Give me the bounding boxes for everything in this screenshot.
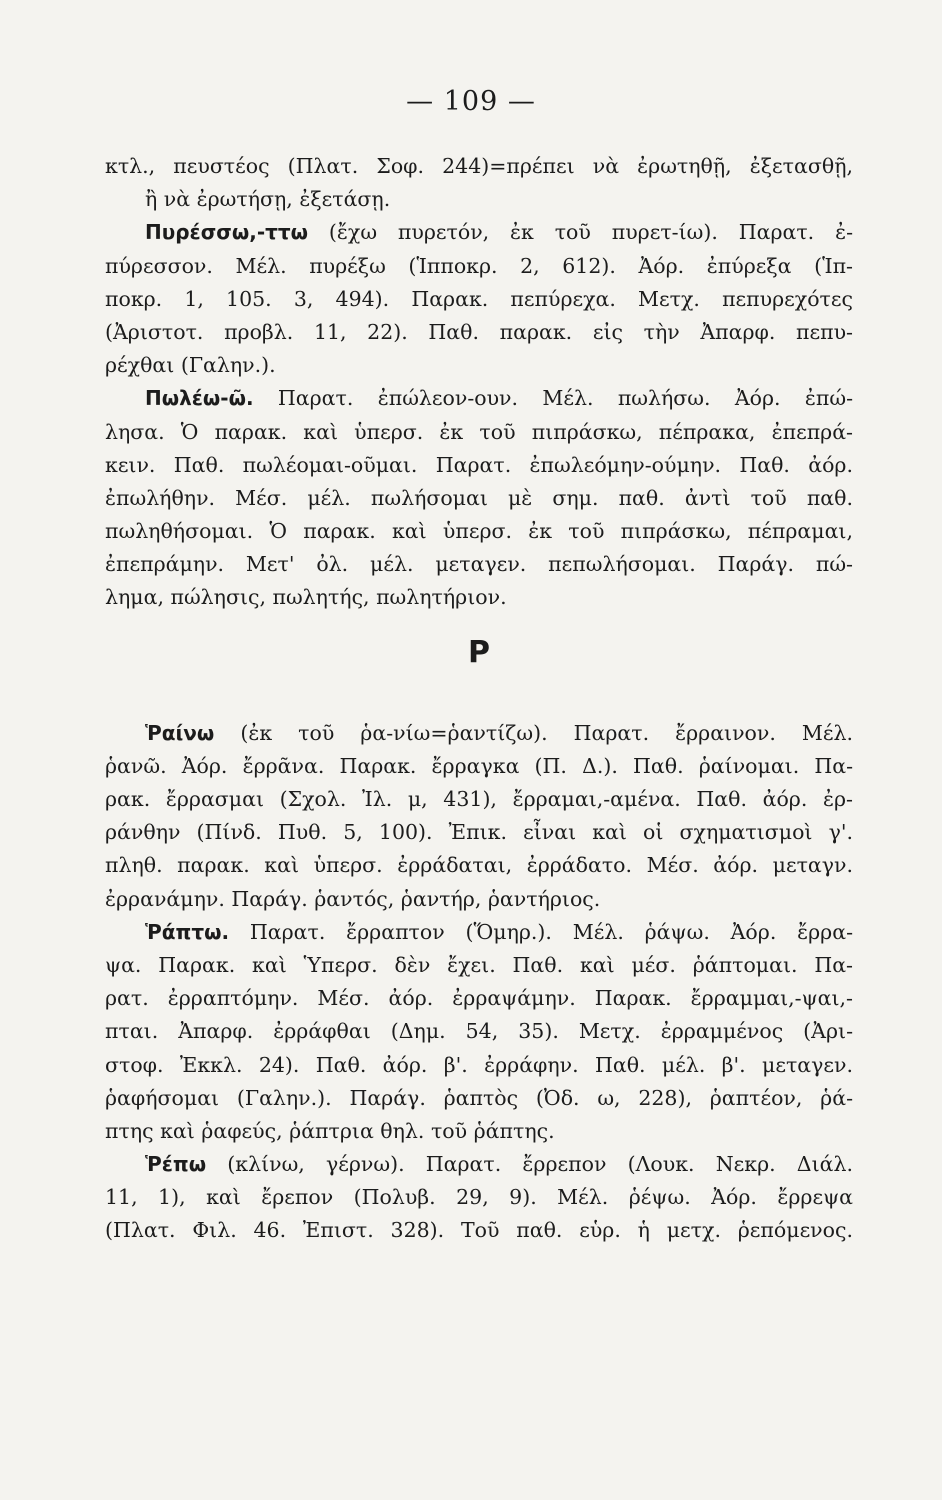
text-line: ἢ νὰ ἐρωτήσῃ, ἐξετάσῃ. [145, 187, 391, 212]
section-letter-heading: Ρ [468, 634, 490, 670]
text-line: πύρεσσον. Μέλ. πυρέξω (Ἱπποκρ. 2, 612). Ἀόρ. ἐπύρεξα (Ἱπ- [105, 253, 853, 278]
entry-first-line [105, 717, 853, 750]
text-line: ρέχθαι (Γαλην.). [105, 353, 276, 378]
section-spacer [105, 691, 853, 717]
entry-first-line [105, 382, 853, 415]
page-number: — 109 — [406, 86, 536, 117]
text-line: ῥανῶ. Ἀόρ. ἔρρᾶνα. Παρακ. ἔρραγκα (Π. Δ.). Παθ. ῥαίνομαι. Πα- [105, 753, 853, 778]
entry-first-line [105, 216, 853, 249]
text-line: ράνθην (Πίνδ. Πυθ. 5, 100). Ἐπικ. εἶναι καὶ οἱ σχηματισμοὶ γ'. [105, 820, 853, 845]
headword: Ῥάπτω. [145, 919, 230, 944]
dictionary-text [105, 150, 853, 1248]
text-line: κειν. Παθ. πωλέομαι-οῦμαι. Παρατ. ἐπωλεόμην-ούμην. Παθ. ἀόρ. [105, 452, 853, 477]
headword: Πωλέω-ῶ. [145, 386, 254, 411]
text-line: πτης καὶ ῥαφεύς, ῥάπτρια θηλ. τοῦ ῥάπτης. [105, 1118, 555, 1143]
headword: Ῥέπω [145, 1152, 207, 1177]
text-line: ἐπεπράμην. Μετ' ὀλ. μέλ. μεταγεν. πεπωλήσομαι. Παράγ. πώ- [105, 552, 853, 577]
text-line: κτλ., πευστέος (Πλατ. Σοφ. 244)=πρέπει νὰ ἐρωτηθῇ, ἐξετασθῇ, [105, 154, 853, 178]
entry-first-line [105, 1148, 853, 1181]
text-line: 11, 1), καὶ ἔρεπον (Πολυβ. 29, 9). Μέλ. ῥέψω. Ἀόρ. ἔρρεψα [105, 1185, 853, 1210]
text-line: (Πλατ. Φιλ. 46. Ἐπιστ. 328). Τοῦ παθ. εὑρ. ἡ μετχ. ῥεπόμενος. [105, 1218, 853, 1243]
text-line: ρακ. ἔρρασμαι (Σχολ. Ἰλ. μ, 431), ἔρραμαι,-αμένα. Παθ. ἀόρ. ἐρ- [105, 787, 853, 811]
entry-first-line [105, 916, 853, 949]
text-line: πληθ. παρακ. καὶ ὑπερσ. ἐρράδαται, ἐρράδατο. Μέσ. ἀόρ. μεταγν. [105, 853, 853, 878]
text-line: ἐπωλήθην. Μέσ. μέλ. πωλήσομαι μὲ σημ. παθ. ἀντὶ τοῦ παθ. [105, 485, 853, 510]
text-line: ῥαφήσομαι (Γαλην.). Παράγ. ῥαπτὸς (Ὀδ. ω, 228), ῥαπτέον, ῥά- [105, 1085, 853, 1110]
text-line: ἐρρανάμην. Παράγ. ῥαντός, ῥαντήρ, ῥαντήριος. [105, 886, 601, 911]
entry-text: (κλίνω, γέρνω). Παρατ. ἔρρεπον (Λουκ. Νεκρ. Διάλ. [206, 1152, 853, 1177]
entry-text: (ἐκ τοῦ ῥα-νίω=ῥαντίζω). Παρατ. ἔρραινον. Μέλ. [214, 720, 853, 745]
text-line: στοφ. Ἐκκλ. 24). Παθ. ἀόρ. β'. ἐρράφην. Παθ. μέλ. β'. μεταγεν. [105, 1052, 853, 1077]
text-line: λησα. Ὁ παρακ. καὶ ὑπερσ. ἐκ τοῦ πιπράσκω, πέπρακα, ἐπεπρά- [105, 419, 853, 444]
text-line: πωληθήσομαι. Ὁ παρακ. καὶ ὑπερσ. ἐκ τοῦ πιπράσκω, πέπραμαι, [105, 519, 853, 544]
text-line: λημα, πώλησις, πωλητής, πωλητήριον. [105, 585, 507, 610]
text-line: ρατ. ἐρραπτόμην. Μέσ. ἀόρ. ἐρραψάμην. Παρακ. ἔρραμμαι,-ψαι,- [105, 986, 853, 1011]
text-line: ψα. Παρακ. καὶ Ὑπερσ. δὲν ἔχει. Παθ. καὶ μέσ. ῥάπτομαι. Πα- [105, 952, 853, 977]
entry-text: (ἔχω πυρετόν, ἐκ τοῦ πυρετ-ίω). Παρατ. ἐ- [308, 220, 853, 245]
entry-text: Παρατ. ἐπώλεον-ουν. Μέλ. πωλήσω. Ἀόρ. ἐπώ- [253, 386, 853, 411]
text-line: ποκρ. 1, 105. 3, 494). Παρακ. πεπύρεχα. Μετχ. πεπυρεχότες [105, 286, 853, 311]
entry-text: Παρατ. ἔρραπτον (Ὅμηρ.). Μέλ. ῥάψω. Ἀόρ. ἔρρα- [229, 919, 853, 944]
headword: Πυρέσσω,-ττω [145, 220, 309, 245]
headword: Ῥαίνω [145, 720, 215, 745]
text-line: (Ἀριστοτ. προβλ. 11, 22). Παθ. παρακ. εἰς τὴν Ἀπαρφ. πεπυ- [105, 319, 853, 344]
text-line: πται. Ἀπαρφ. ἐρράφθαι (Δημ. 54, 35). Μετχ. ἐρραμμένος (Ἀρι- [105, 1019, 853, 1044]
